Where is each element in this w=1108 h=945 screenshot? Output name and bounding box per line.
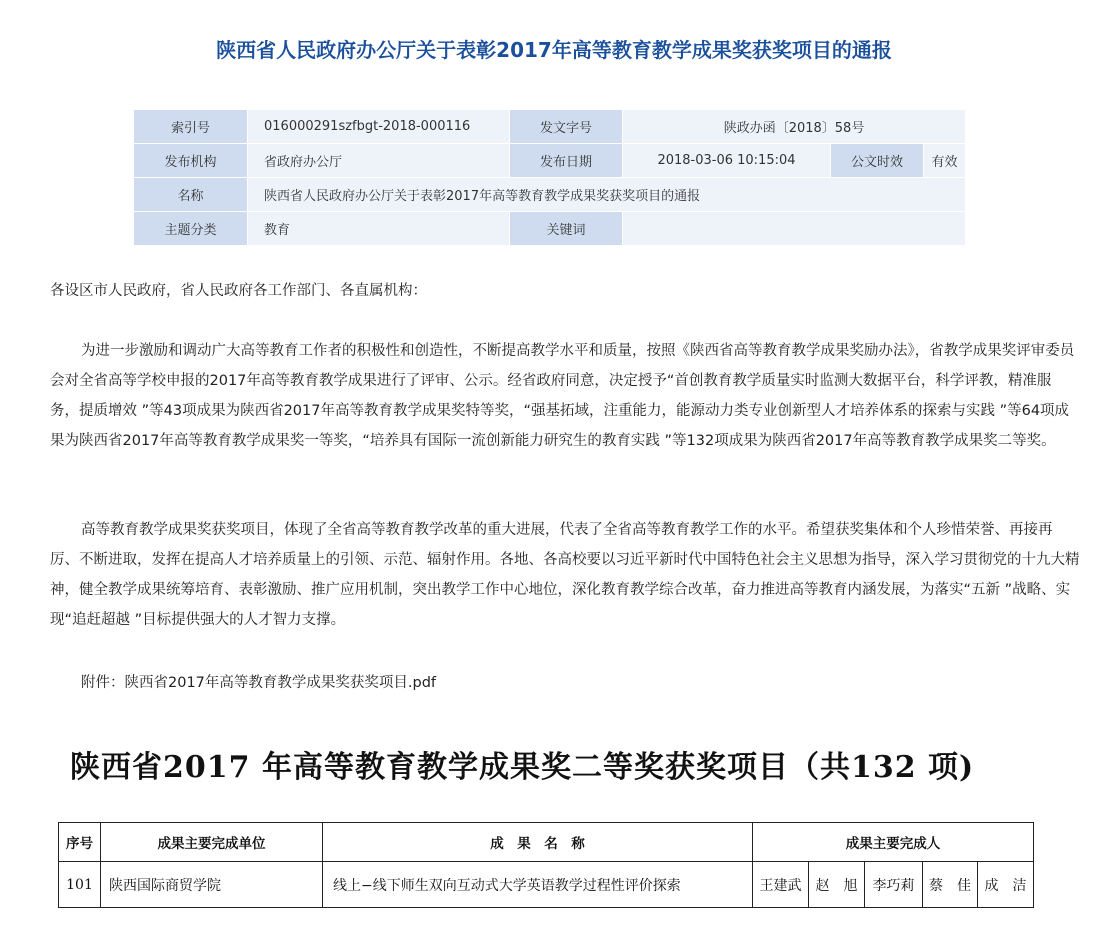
attachment-title: 陕西省2017 年高等教育教学成果奖二等奖获奖项目（共132 项) <box>70 750 975 785</box>
validity-label: 公文时效 <box>831 144 924 178</box>
row-person-1: 王建武 <box>753 862 809 908</box>
row-person-3: 李巧莉 <box>865 862 923 908</box>
row-unit: 陕西国际商贸学院 <box>101 862 323 908</box>
body-paragraph-2: 高等教育教学成果奖获奖项目，体现了全省高等教育教学改革的重大进展，代表了全省高等教育教学工作的水平。希望获奖集体和个人珍惜荣誉、再接再厉、不断进取，发挥在提高人才培养质量上的引领、示范、辐射作用。各地、各高校要以习近平新时代中国特色社会主义思想为指导，深入学习贯彻党的十九大精神，健全教学成果统筹培育、表彰激励、推广应用机制，突出教学工作中心地位，深化教育教学综合改革，奋力推进高等教育内涵发展，为落实“五新 ”战略、实现“追赶超越 ”目标提供强大的人才智力支撑。 <box>50 522 1080 628</box>
meta-row-topic <box>134 212 966 246</box>
award-table-header <box>59 823 1034 862</box>
row-person-2: 赵 旭 <box>809 862 865 908</box>
header-unit: 成果主要完成单位 <box>101 823 323 862</box>
topic-value: 教育 <box>248 212 510 246</box>
meta-row-issuer <box>134 144 966 178</box>
date-value: 2018-03-06 10:15:04 <box>623 144 831 178</box>
row-person-4: 蔡 佳 <box>923 862 978 908</box>
keyword-label: 关键词 <box>510 212 623 246</box>
issuer-label: 发布机构 <box>134 144 248 178</box>
meta-row-index <box>134 110 966 144</box>
row-person-5: 成 洁 <box>978 862 1034 908</box>
name-value: 陕西省人民政府办公厅关于表彰2017年高等教育教学成果奖获奖项目的通报 <box>248 178 966 212</box>
date-label: 发布日期 <box>510 144 623 178</box>
index-value: 016000291szfbgt-2018-000116 <box>248 110 510 144</box>
issuer-value: 省政府办公厅 <box>248 144 510 178</box>
row-seq: 101 <box>59 862 101 908</box>
keyword-value <box>623 212 966 246</box>
page-title: 陕西省人民政府办公厅关于表彰2017年高等教育教学成果奖获奖项目的通报 <box>216 38 892 62</box>
name-label: 名称 <box>134 178 248 212</box>
row-name: 线上−线下师生双向互动式大学英语教学过程性评价探索 <box>323 862 753 908</box>
salutation: 各设区市人民政府，省人民政府各工作部门、各直属机构： <box>50 283 427 299</box>
table-row <box>59 862 1034 908</box>
body-paragraph-1: 为进一步激励和调动广大高等教育工作者的积极性和创造性，不断提高教学水平和质量，按照《陕西省高等教育教学成果奖励办法》，省教学成果奖评审委员会对全省高等学校申报的2017年高等教育教学成果进行了评审、公示。经省政府同意，决定授予“首创教育教学质量实时监测大数据平台，科学评教，精准服务，提质增效 ”等43项成果为陕西省2017年高等教育教学成果奖特等奖，“强基拓域，注重能力，能源动力类专业创新型人才培养体系的探索与实践 ”等64项成果为陕西省2017年高等教育教学成果奖一等奖，“培养具有国际一流创新能力研究生的教育实践 ”等132项成果为陕西省2017年高等教育教学成果奖二等奖。 <box>50 343 1075 449</box>
docno-value: 陕政办函〔2018〕58号 <box>623 110 966 144</box>
attachment-link[interactable]: 附件：陕西省2017年高等教育教学成果奖获奖项目.pdf <box>81 675 437 691</box>
document-metadata-table <box>133 109 966 246</box>
docno-label: 发文字号 <box>510 110 623 144</box>
award-table <box>58 822 1034 908</box>
validity-value: 有效 <box>924 144 966 178</box>
index-label: 索引号 <box>134 110 248 144</box>
topic-label: 主题分类 <box>134 212 248 246</box>
meta-row-name <box>134 178 966 212</box>
header-name: 成 果 名 称 <box>323 823 753 862</box>
header-seq: 序号 <box>59 823 101 862</box>
header-persons: 成果主要完成人 <box>753 823 1034 862</box>
